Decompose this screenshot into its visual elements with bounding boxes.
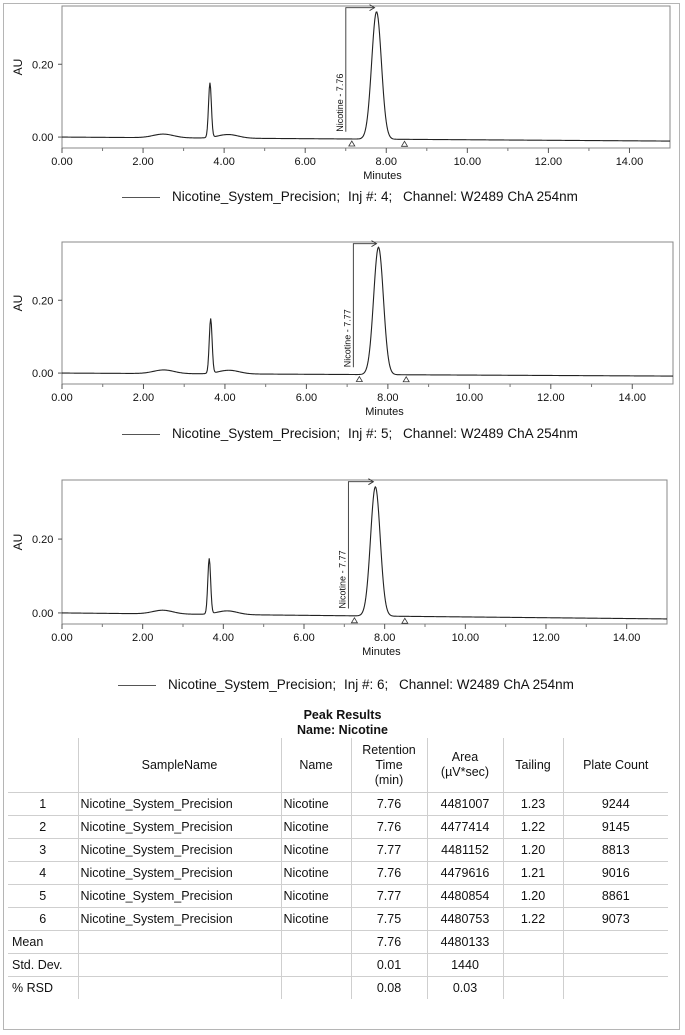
x-tick-label: 12.00 (532, 632, 560, 644)
legend-injection: Inj #: 4; (348, 189, 393, 204)
x-tick-label: 8.00 (375, 156, 397, 168)
stat-empty (563, 977, 668, 1000)
header-tailing: Tailing (503, 738, 563, 793)
cell-index: 1 (8, 793, 78, 816)
cell-index: 5 (8, 885, 78, 908)
legend-line (118, 685, 156, 686)
cell-name: Nicotine (281, 793, 351, 816)
stat-empty (503, 954, 563, 977)
table-row (8, 862, 668, 885)
cell-retention-time: 7.77 (351, 839, 427, 862)
table-row (8, 908, 668, 931)
table-row (8, 816, 668, 839)
legend-sample: Nicotine_System_Precision; (168, 677, 337, 692)
cell-retention-time: 7.75 (351, 908, 427, 931)
x-tick-label: 10.00 (455, 392, 484, 404)
x-tick-label: 2.00 (132, 392, 155, 404)
chromatogram-3-legend (0, 676, 685, 696)
header-rt-line-1: Retention (362, 742, 416, 757)
peak-results-subtitle: Name: Nicotine (297, 723, 388, 737)
header-name: Name (281, 738, 351, 793)
peak-results-title (0, 708, 685, 738)
cell-sample-name: Nicotine_System_Precision (78, 862, 281, 885)
peak-label: Nicotine - 7.77 (342, 309, 353, 368)
table-header-row (8, 738, 668, 793)
x-axis-label: Minutes (362, 646, 401, 658)
chromatogram-1-svg (0, 0, 685, 182)
x-tick-label: 10.00 (453, 156, 482, 168)
x-tick-label: 14.00 (615, 156, 644, 168)
cell-name: Nicotine (281, 816, 351, 839)
header-area (427, 738, 503, 793)
header-plate-count: Plate Count (563, 738, 668, 793)
cell-area: 4481007 (427, 793, 503, 816)
cell-plate-count: 9073 (563, 908, 668, 931)
stat-row (8, 977, 668, 1000)
chromatogram-2 (0, 236, 685, 418)
cell-tailing: 1.22 (503, 816, 563, 839)
legend-channel: Channel: W2489 ChA 254nm (403, 189, 578, 204)
stat-empty (78, 931, 281, 954)
header-sample-name: SampleName (78, 738, 281, 793)
stat-retention-time: 0.01 (351, 954, 427, 977)
signal-trace (62, 487, 667, 619)
integration-marker (402, 141, 408, 146)
stat-area: 1440 (427, 954, 503, 977)
stat-empty (78, 977, 281, 1000)
cell-retention-time: 7.76 (351, 816, 427, 839)
x-tick-label: 14.00 (618, 392, 647, 404)
y-axis-label: AU (11, 58, 25, 76)
peak-label: Nicotine - 7.77 (337, 550, 348, 609)
chromatogram-1 (0, 0, 685, 182)
y-axis-label: AU (11, 533, 25, 551)
y-tick-label: 0.20 (32, 59, 54, 72)
stat-empty (281, 931, 351, 954)
cell-area: 4481152 (427, 839, 503, 862)
stat-retention-time: 0.08 (351, 977, 427, 1000)
cell-plate-count: 8813 (563, 839, 668, 862)
header-area-line-2: (µV*sec) (440, 765, 490, 779)
cell-index: 3 (8, 839, 78, 862)
stat-label: % RSD (8, 977, 78, 1000)
peak-label: Nicotine - 7.76 (334, 73, 345, 132)
x-tick-label: 4.00 (213, 156, 235, 168)
chromatogram-1-legend (0, 188, 685, 208)
header-area-line-1: Area (451, 750, 479, 764)
header-rt-line-3: (min) (374, 772, 404, 787)
stat-empty (563, 931, 668, 954)
cell-area: 4480854 (427, 885, 503, 908)
y-tick-label: 0.00 (32, 607, 54, 620)
stat-empty (503, 931, 563, 954)
cell-tailing: 1.22 (503, 908, 563, 931)
cell-name: Nicotine (281, 839, 351, 862)
cell-tailing: 1.20 (503, 885, 563, 908)
chromatogram-3 (0, 472, 685, 658)
y-tick-label: 0.00 (32, 368, 54, 381)
stat-label: Std. Dev. (8, 954, 78, 977)
cell-name: Nicotine (281, 885, 351, 908)
x-tick-label: 8.00 (377, 392, 399, 404)
cell-area: 4479616 (427, 862, 503, 885)
x-tick-label: 0.00 (51, 632, 73, 644)
x-axis-label: Minutes (365, 406, 404, 418)
cell-index: 6 (8, 908, 78, 931)
x-tick-label: 4.00 (212, 632, 235, 644)
cell-sample-name: Nicotine_System_Precision (78, 793, 281, 816)
x-tick-label: 6.00 (293, 632, 315, 644)
legend-sample: Nicotine_System_Precision; (172, 426, 341, 441)
x-tick-label: 12.00 (534, 156, 563, 168)
cell-plate-count: 9145 (563, 816, 668, 839)
stat-empty (281, 977, 351, 1000)
stat-empty (563, 954, 668, 977)
cell-tailing: 1.20 (503, 839, 563, 862)
cell-retention-time: 7.76 (351, 862, 427, 885)
cell-sample-name: Nicotine_System_Precision (78, 885, 281, 908)
integration-marker (349, 141, 355, 146)
stat-empty (281, 954, 351, 977)
header-index (8, 738, 78, 793)
x-tick-label: 14.00 (612, 632, 641, 644)
stat-retention-time: 7.76 (351, 931, 427, 954)
x-tick-label: 6.00 (295, 392, 318, 404)
stat-area: 4480133 (427, 931, 503, 954)
peak-results-table (8, 738, 668, 999)
table-row (8, 793, 668, 816)
signal-trace (62, 12, 670, 141)
legend-injection: Inj #: 5; (348, 426, 393, 441)
cell-area: 4477414 (427, 816, 503, 839)
legend-line (122, 197, 160, 198)
peak-results-heading: Peak Results (303, 708, 382, 722)
cell-sample-name: Nicotine_System_Precision (78, 816, 281, 839)
x-tick-label: 6.00 (294, 156, 316, 168)
x-tick-label: 0.00 (51, 392, 73, 404)
y-tick-label: 0.00 (32, 132, 54, 145)
integration-marker (356, 377, 362, 382)
x-tick-label: 10.00 (451, 632, 480, 644)
table-row (8, 839, 668, 862)
chromatogram-2-legend (0, 425, 685, 445)
cell-index: 2 (8, 816, 78, 839)
cell-name: Nicotine (281, 908, 351, 931)
stat-empty (503, 977, 563, 1000)
stat-label: Mean (8, 931, 78, 954)
x-axis-label: Minutes (363, 170, 402, 182)
chromatogram-3-svg (0, 472, 685, 658)
y-tick-label: 0.20 (32, 534, 54, 547)
cell-sample-name: Nicotine_System_Precision (78, 908, 281, 931)
cell-index: 4 (8, 862, 78, 885)
integration-marker (402, 618, 408, 623)
peak-bracket (346, 8, 375, 132)
cell-plate-count: 8861 (563, 885, 668, 908)
legend-channel: Channel: W2489 ChA 254nm (399, 677, 574, 692)
x-tick-label: 8.00 (373, 632, 396, 644)
cell-retention-time: 7.76 (351, 793, 427, 816)
cell-tailing: 1.21 (503, 862, 563, 885)
x-tick-label: 0.00 (51, 156, 73, 168)
legend-sample: Nicotine_System_Precision; (172, 189, 341, 204)
stat-row (8, 931, 668, 954)
plot-frame (62, 480, 667, 624)
x-tick-label: 4.00 (214, 392, 236, 404)
signal-trace (62, 247, 673, 376)
x-tick-label: 12.00 (537, 392, 565, 404)
stat-area: 0.03 (427, 977, 503, 1000)
y-axis-label: AU (11, 294, 25, 312)
y-tick-label: 0.20 (32, 295, 54, 308)
legend-line (122, 434, 160, 435)
header-rt-line-2: Time (375, 757, 403, 772)
cell-sample-name: Nicotine_System_Precision (78, 839, 281, 862)
stat-empty (78, 954, 281, 977)
integration-marker (351, 618, 357, 623)
legend-injection: Inj #: 6; (344, 677, 389, 692)
chromatogram-2-svg (0, 236, 685, 418)
cell-area: 4480753 (427, 908, 503, 931)
x-tick-label: 2.00 (132, 156, 154, 168)
cell-retention-time: 7.77 (351, 885, 427, 908)
header-retention-time (351, 738, 427, 793)
cell-plate-count: 9244 (563, 793, 668, 816)
cell-name: Nicotine (281, 862, 351, 885)
integration-marker (403, 377, 409, 382)
stat-row (8, 954, 668, 977)
cell-plate-count: 9016 (563, 862, 668, 885)
cell-tailing: 1.23 (503, 793, 563, 816)
table-row (8, 885, 668, 908)
x-tick-label: 2.00 (131, 632, 154, 644)
legend-channel: Channel: W2489 ChA 254nm (403, 426, 578, 441)
